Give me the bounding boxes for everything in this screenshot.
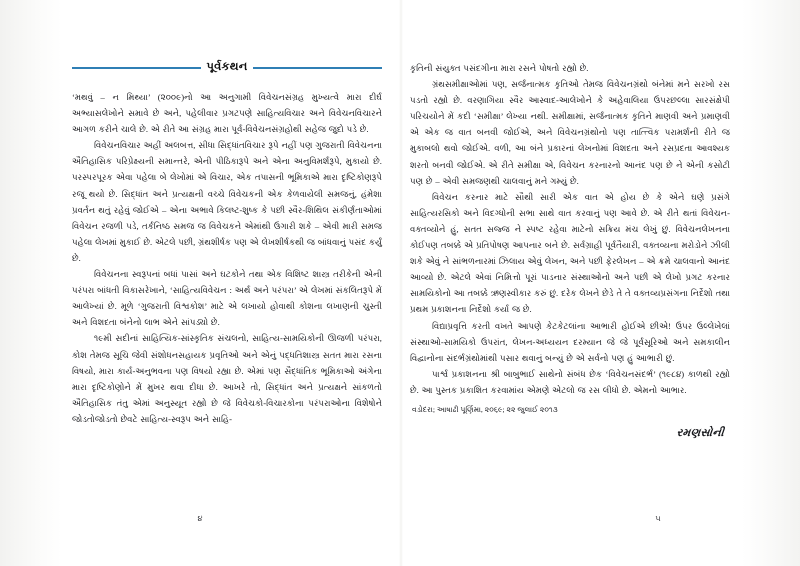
heading-rule-left — [72, 67, 201, 69]
right-page-content — [410, 60, 730, 440]
heading-rule-right — [253, 67, 382, 69]
paragraph: વિવેચનના સ્વરૂપનાં બધાં પાસાં અને ઘટકોને તથા એક વિશિષ્ટ શાસ્ત્ર તરીકેની એની પરંપરા બાંધતી વિકાસરેખાને, ‘સાહિત્યવિવેચન : અર્થ અને પરંપરા’ એ લેખમાં સંકલિતરૂપે મેં આલેખ્યાં છે. મૂળે ‘ગુજરાતી વિશ્વકોશ’ માટે એ લખાયો હોવાથી કોશના લખાણની ચુસ્તી અને વિશદતા બંનેનો લાભ એને સાંપડ્યો છે. — [72, 269, 382, 328]
left-page-content — [72, 60, 382, 427]
page-number-left: ૪ — [197, 514, 203, 523]
author-signature: રમણસોની — [675, 426, 725, 439]
place-and-date-line: વડોદરા; આષાઢી પૂર્ણિમા, ૨૦૬૯; ૨૨ જુલાઈ ૨૦૧૩ — [412, 404, 558, 414]
paragraph: વિદ્યાપ્રવૃત્તિ કરતી વખતે આપણે કેટકેટલાંના આભારી હોઈએ છીએ! ઉપર ઉલ્લેખેલાં સંસ્થાઓ-સામયિકો ઉપરાંત, લેખન-અધ્યયન દરમ્યાન જે જે પૂર્વસૂરિઓ અને સમકાલીન વિદ્વાનોના સંદર્ભગ્રંથોમાંથી પસાર થવાનું બન્યું છે એ સર્વનો પણ હું આભારી છું. — [410, 320, 730, 363]
paragraph: ‘મથવું – ન મિથ્યા’ (૨૦૦૯)નો આ અનુગામી વિવેચનસંગ્રહ મુખ્યત્વે મારા દીર્ઘ અભ્યાસલેખોને સમાવે છે અને, પહેલીવાર પ્રગટપણે સાહિત્યવિચાર અને વિવેચનવિચારને આગળ કરીને ચાલે છે. એ રીતે આ સંગ્રહ મારા પૂર્વ-વિવેચનસંગ્રહોથી સહેજ જુદો પડે છે. — [72, 92, 382, 135]
page-number-right: ૫ — [655, 514, 661, 523]
right-page — [400, 0, 800, 566]
paragraph: કૃતિની સંયુક્ત પસંદગીના મારા રસને પોષતો રહ્યો છે. — [410, 63, 589, 73]
paragraph: ગ્રંથસમીક્ષાઓમાં પણ, સર્જનાત્મક કૃતિઓ તેમજ વિવેચનગ્રંથો બંનેમાં મને સરખો રસ પડતો રહ્યો છે. વરણાગિયા સ્વૈર આસ્વાદ-આલેખોને કે અહેવાલિયા ઉપરછલ્લા સારસંક્ષેપી પરિચયોને મેં કદી ‘સમીક્ષા’ લેખ્યા નથી. સમીક્ષામાં, સર્જનાત્મક કૃતિને માણવી અને પ્રમાણવી એ એક જ વાત બનવી જોઈએ, અને વિવેચનગ્રંથોનો પણ તાત્ત્વિક પરામર્શની રીતે જ મુકાબલો થવો જોઈએ. વળી, આ બંને પ્રકારનાં લેખનોમાં વિશદતા અને રસપ્રદતા આવશ્યક શરતો બનવી જોઈએ. એ રીતે સમીક્ષા એ, વિવેચન કરનારનો આનંદ પણ છે ને એની કસોટી પણ છે – એવી સમજણથી ચાલવાનું મને ગમ્યું છે. — [410, 79, 730, 186]
heading-title: પૂર્વકથન — [206, 61, 248, 74]
paragraph: પાર્શ્વ પ્રકાશનના શ્રી બાબુભાઈ સાથેનો સંબંધ છેક ‘વિવેચનસંદર્ભ’ (૧૯૮૪) કાળથી રહ્યો છે. આ પુસ્તક પ્રકાશિત કરવામાંય એમણે એટલો જ રસ લીધો છે. એમનો આભાર. — [410, 368, 730, 395]
paragraph: વિવેચન કરનાર માટે સૌથી સારી એક વાત એ હોય છે કે એને ઘણે પ્રસંગે સાહિત્યરસિકો અને વિદગ્ધોની સભા સાથે વાત કરવાનું પણ આવે છે. એ રીતે થતાં વિવેચન-વક્તવ્યોને હું, સતત સજ્જ ને સ્પષ્ટ રહેવા માટેનો સક્રિય મંચ લેખું છું. વિવેચનલેખનના કોઈપણ તબક્કે એ પ્રતિપોષણ આપનાર બને છે. સર્વગ્રાહી પૂર્વતૈયારી, વક્તવ્યના મરોડોને ઝીલી શકે એવું ને સાંભળનારમાં ઝિલાય એવું લેખન, અને પછી ફેરલેખન – એ ક્રમે ચાલવાનો આનંદ આવ્યો છે. એટલે એવાં નિમિત્તો પૂરાં પાડનાર સંસ્થાઓનો અને પછી એ લેખો પ્રગટ કરનાર સામયિકોનો આ તબક્કે ઋણસ્વીકાર કરું છું. દરેક લેખને છેડે તે તે વક્તવ્યપ્રસંગના નિર્દેશો તથા પ્રથમ પ્રકાશનના નિર્દેશો કર્યા જ છે. — [410, 191, 730, 315]
preface-heading — [72, 60, 382, 76]
paragraph: વિવેચનવિચાર અહીં અલબત્ત, સીધા સિદ્ધાંતવિચાર રૂપે નહીં પણ ગુજરાતી વિવેચનના ઐતિહાસિક પરિપ્રેક્ષ્યની સમાન્તરે, એની પીઠિકારૂપે અને એના અનુવિમર્શરૂપે, મુકાયો છે. પરસ્પરપૂરક એવા પહેલા બે લેખોમાં એ વિચાર, એક તપાસની ભૂમિકાએ મારા દૃષ્ટિકોણરૂપે રજૂ થયો છે. સિદ્ધાંત અને પ્રત્યક્ષની વચ્ચે વિવેચકની એક કેળવાયેલી સમજનું, હંમેશા પ્રવર્તન થતું રહેવું જોઈએ – એના અભાવે કિલષ્ટ-શુષ્ક કે પછી સ્વૈર-શિથિલ સંકીર્ણતાઓમાં વિવેચન રજળી પડે, તર્કનિષ્ઠ સમજ જ વિવેચકને એમાંથી ઉગારી શકે – એવી મારી સમજ પહેલા લેખમાં મુકાઈ છે. એટલે પછી, ગ્રંથશીર્ષક પણ એ લેખશીર્ષકથી જ બાંધવાનું પસંદ કર્યું છે. — [72, 140, 382, 263]
paragraph: ૧૯મી સદીનાં સાહિત્યિક-સાંસ્કૃતિક સંચલનો, સાહિત્ય-સામયિકોની ઊજળી પરંપરા, કોશ તેમજ સૂચિ જેવી સંશોધનસહાયક પ્રવૃતિઓ અને એનું પદ્ધતિશાસ્ત્ર સતત મારા રસના વિષયો, મારા કાર્ય-અનુભવના પણ વિષયો રહ્યા છે. એમાં પણ સૈદ્ધાંતિક ભૂમિકાઓ અંગેના મારા દૃષ્ટિકોણોને મેં મુખર થવા દીધા છે. આખરે તો, સિદ્ધાંત અને પ્રત્યક્ષને સાંકળતો ઐતિહાસિક તંતુ એમાં અનુસ્યૂત રહ્યો છે જે વિવેચકો-વિચારકોના પરંપરાઓના વિશેષોને જોડતોજોડતો છેવટે સાહિત્ય-સ્વરૂપ અને સાહિ- — [72, 333, 382, 424]
